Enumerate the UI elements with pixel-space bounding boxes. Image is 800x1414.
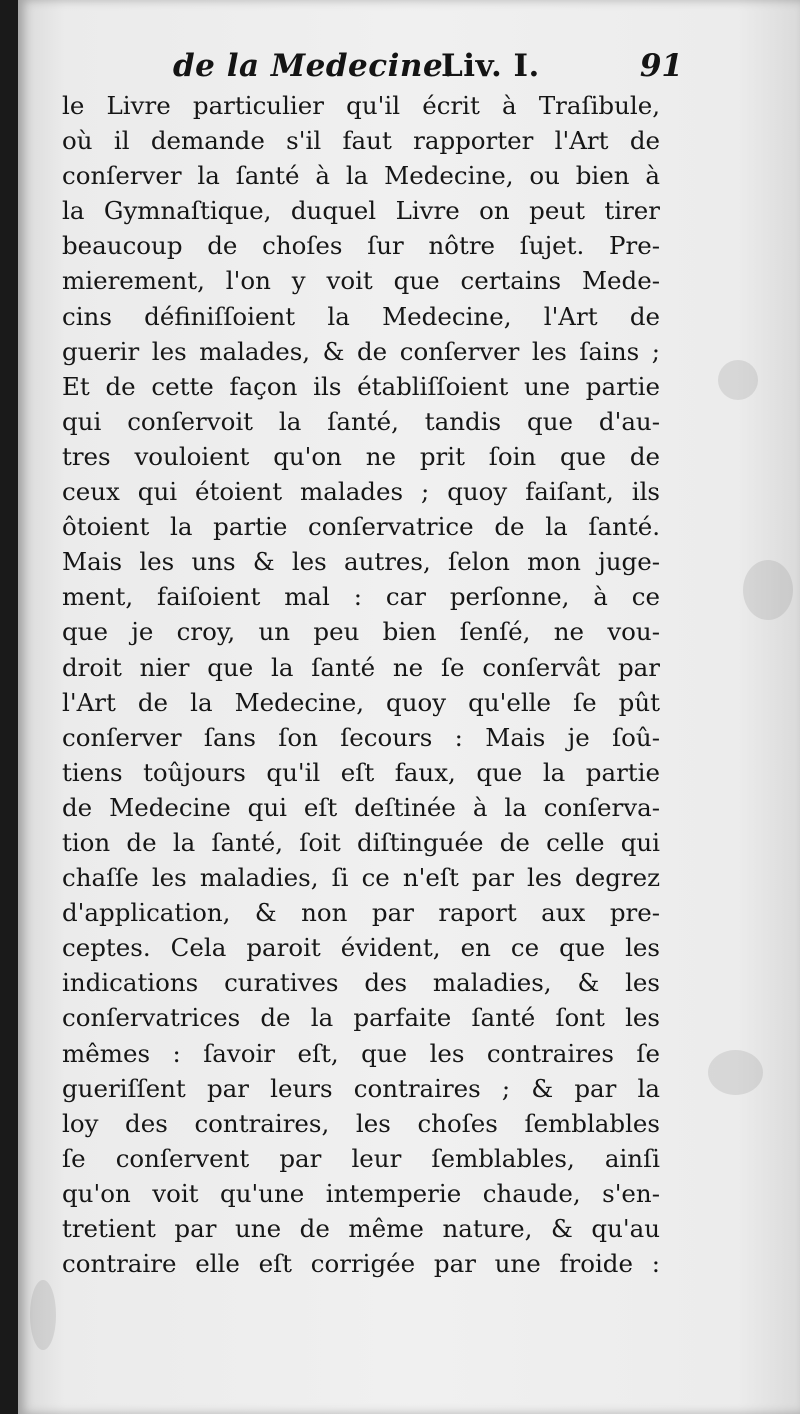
text-line: l'Art de la Medecine, quoy qu'elle ſe pût	[62, 687, 660, 717]
text-line: tretient par une de même nature, & qu'au	[62, 1214, 660, 1243]
book-reference: Liv. I.	[441, 48, 540, 84]
text-line: qu'on voit qu'une intemperie chaude, s'en-	[62, 1178, 660, 1208]
text-line: ceptes. Cela paroit évident, en ce que les	[62, 933, 660, 963]
text-line: la Gymnaſtique, duquel Livre on peut tirer	[62, 196, 660, 226]
text-line: d'application, & non par raport aux pre-	[62, 898, 660, 928]
text-line: conſerver ſans ſon ſecours : Mais je ſoû-	[62, 722, 660, 752]
paper-stain	[718, 360, 758, 400]
text-line: qui conſervoit la ſanté, tandis que d'au-	[62, 406, 660, 436]
body-text	[62, 88, 660, 1281]
text-line: indications curatives des maladies, & les	[62, 968, 660, 998]
text-line: conſerver la ſanté à la Medecine, ou bien à	[62, 161, 660, 191]
text-line: tiens toûjours qu'il eſt faux, que la partie	[62, 757, 660, 787]
text-line: mêmes : ſavoir eſt, que les contraires ſe	[62, 1038, 660, 1068]
text-line: ment, faiſoient mal : car perſonne, à ce	[62, 582, 660, 612]
text-line: guerir les malades, & de conſerver les ſains ;	[62, 336, 660, 366]
paper-stain	[743, 560, 793, 620]
text-line: gueriſſent par leurs contraires ; & par la	[62, 1073, 660, 1103]
paper-stain	[708, 1050, 763, 1095]
page-number: 91	[639, 48, 683, 84]
text-line: loy des contraires, les choſes ſemblables	[62, 1108, 660, 1138]
text-line: que je croy, un peu bien ſenſé, ne vou-	[62, 617, 660, 647]
text-line: cins définiſſoient la Medecine, l'Art de	[62, 301, 660, 331]
text-line: de Medecine qui eſt deſtinée à la conſerva-	[62, 792, 660, 822]
text-line: mierement, l'on y voit que certains Mede-	[62, 266, 660, 296]
running-title: de la Medecine.	[173, 48, 455, 84]
text-line: ſe conſervent par leur ſemblables, ainſi	[62, 1143, 660, 1173]
text-line: Mais les uns & les autres, ſelon mon juge-	[62, 547, 660, 577]
text-line: Et de cette façon ils établiſſoient une partie	[62, 371, 660, 401]
text-line: beaucoup de choſes ſur nôtre ſujet. Pre-	[62, 231, 660, 261]
text-line: tion de la ſanté, ſoit diſtinguée de celle qui	[62, 827, 660, 857]
text-line: conſervatrices de la parfaite ſanté ſont les	[62, 1003, 660, 1033]
text-line: droit nier que la ſanté ne ſe conſervât par	[62, 652, 660, 682]
text-line: ceux qui étoient malades ; quoy faiſant, ils	[62, 477, 660, 507]
text-line: tres vouloient qu'on ne prit ſoin que de	[62, 441, 660, 471]
text-line: contraire elle eſt corrigée par une froide :	[62, 1249, 660, 1279]
paper-stain	[30, 1280, 56, 1350]
text-line: le Livre particulier qu'il écrit à Traſibule,	[62, 91, 660, 120]
text-line: ôtoient la partie conſervatrice de la ſanté.	[62, 512, 660, 542]
text-line: chaſſe les maladies, ſi ce n'eſt par les degrez	[62, 863, 660, 893]
text-line: où il demande s'il faut rapporter l'Art de	[62, 126, 660, 156]
